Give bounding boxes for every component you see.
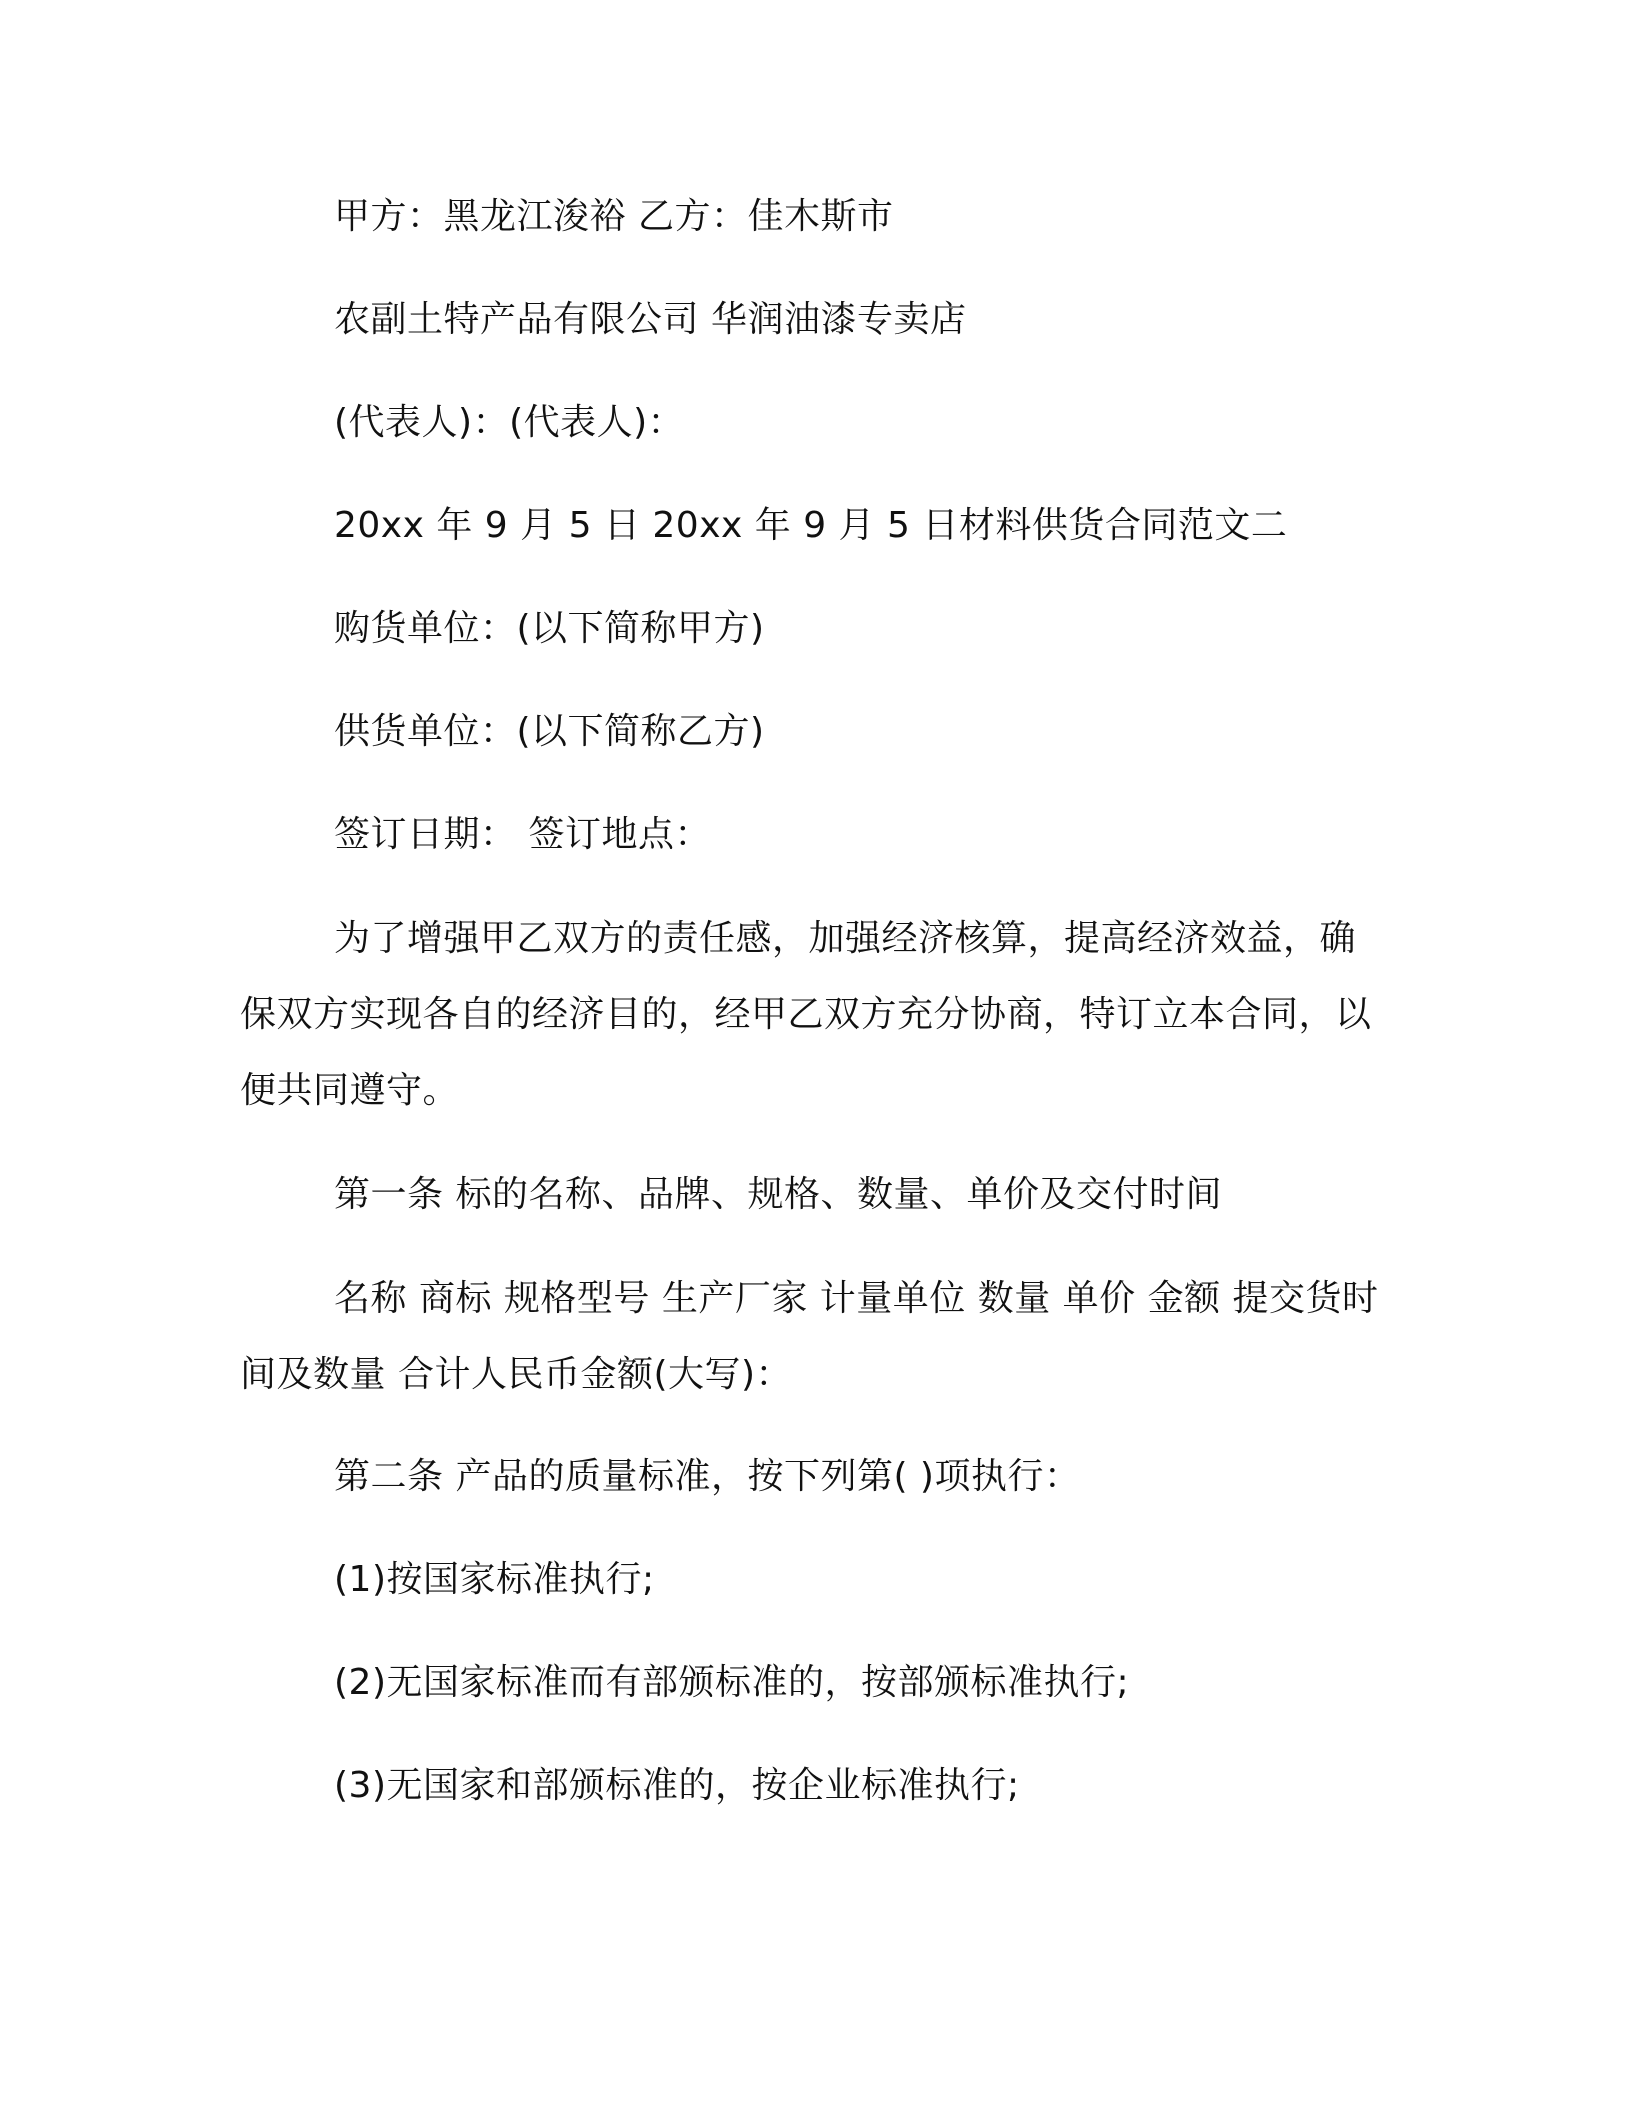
buyer-line: 购货单位：(以下简称甲方)	[334, 608, 765, 649]
company-line: 农副土特产品有限公司 华润油漆专卖店	[334, 299, 967, 340]
sign-info-line: 签订日期： 签订地点：	[334, 814, 711, 855]
intro-paragraph: 为了增强甲乙双方的责任感，加强经济核算，提高经济效益，确保双方实现各自的经济目的，经甲乙双方充分协商，特订立本合同，以便共同遵守。	[240, 918, 1372, 1111]
article-2-heading: 第二条 产品的质量标准，按下列第( )项执行：	[334, 1456, 1081, 1497]
list-item: (1)按国家标准执行;	[334, 1559, 655, 1600]
article-1-heading: 第一条 标的名称、品牌、规格、数量、单价及交付时间	[334, 1174, 1222, 1215]
list-item: (3)无国家和部颁标准的，按企业标准执行;	[334, 1765, 1020, 1806]
representative-line: (代表人)：(代表人)：	[334, 402, 685, 443]
supplier-line: 供货单位：(以下简称乙方)	[334, 711, 765, 752]
party-line: 甲方：黑龙江浚裕 乙方：佳木斯市	[334, 196, 894, 237]
date-line: 20xx 年 9 月 5 日 20xx 年 9 月 5 日材料供货合同范文二	[334, 505, 1288, 546]
article-1-body: 名称 商标 规格型号 生产厂家 计量单位 数量 单价 金额 提交货时间及数量 合计人民币金额(大写)：	[240, 1278, 1379, 1395]
list-item: (2)无国家标准而有部颁标准的，按部颁标准执行;	[334, 1662, 1130, 1703]
